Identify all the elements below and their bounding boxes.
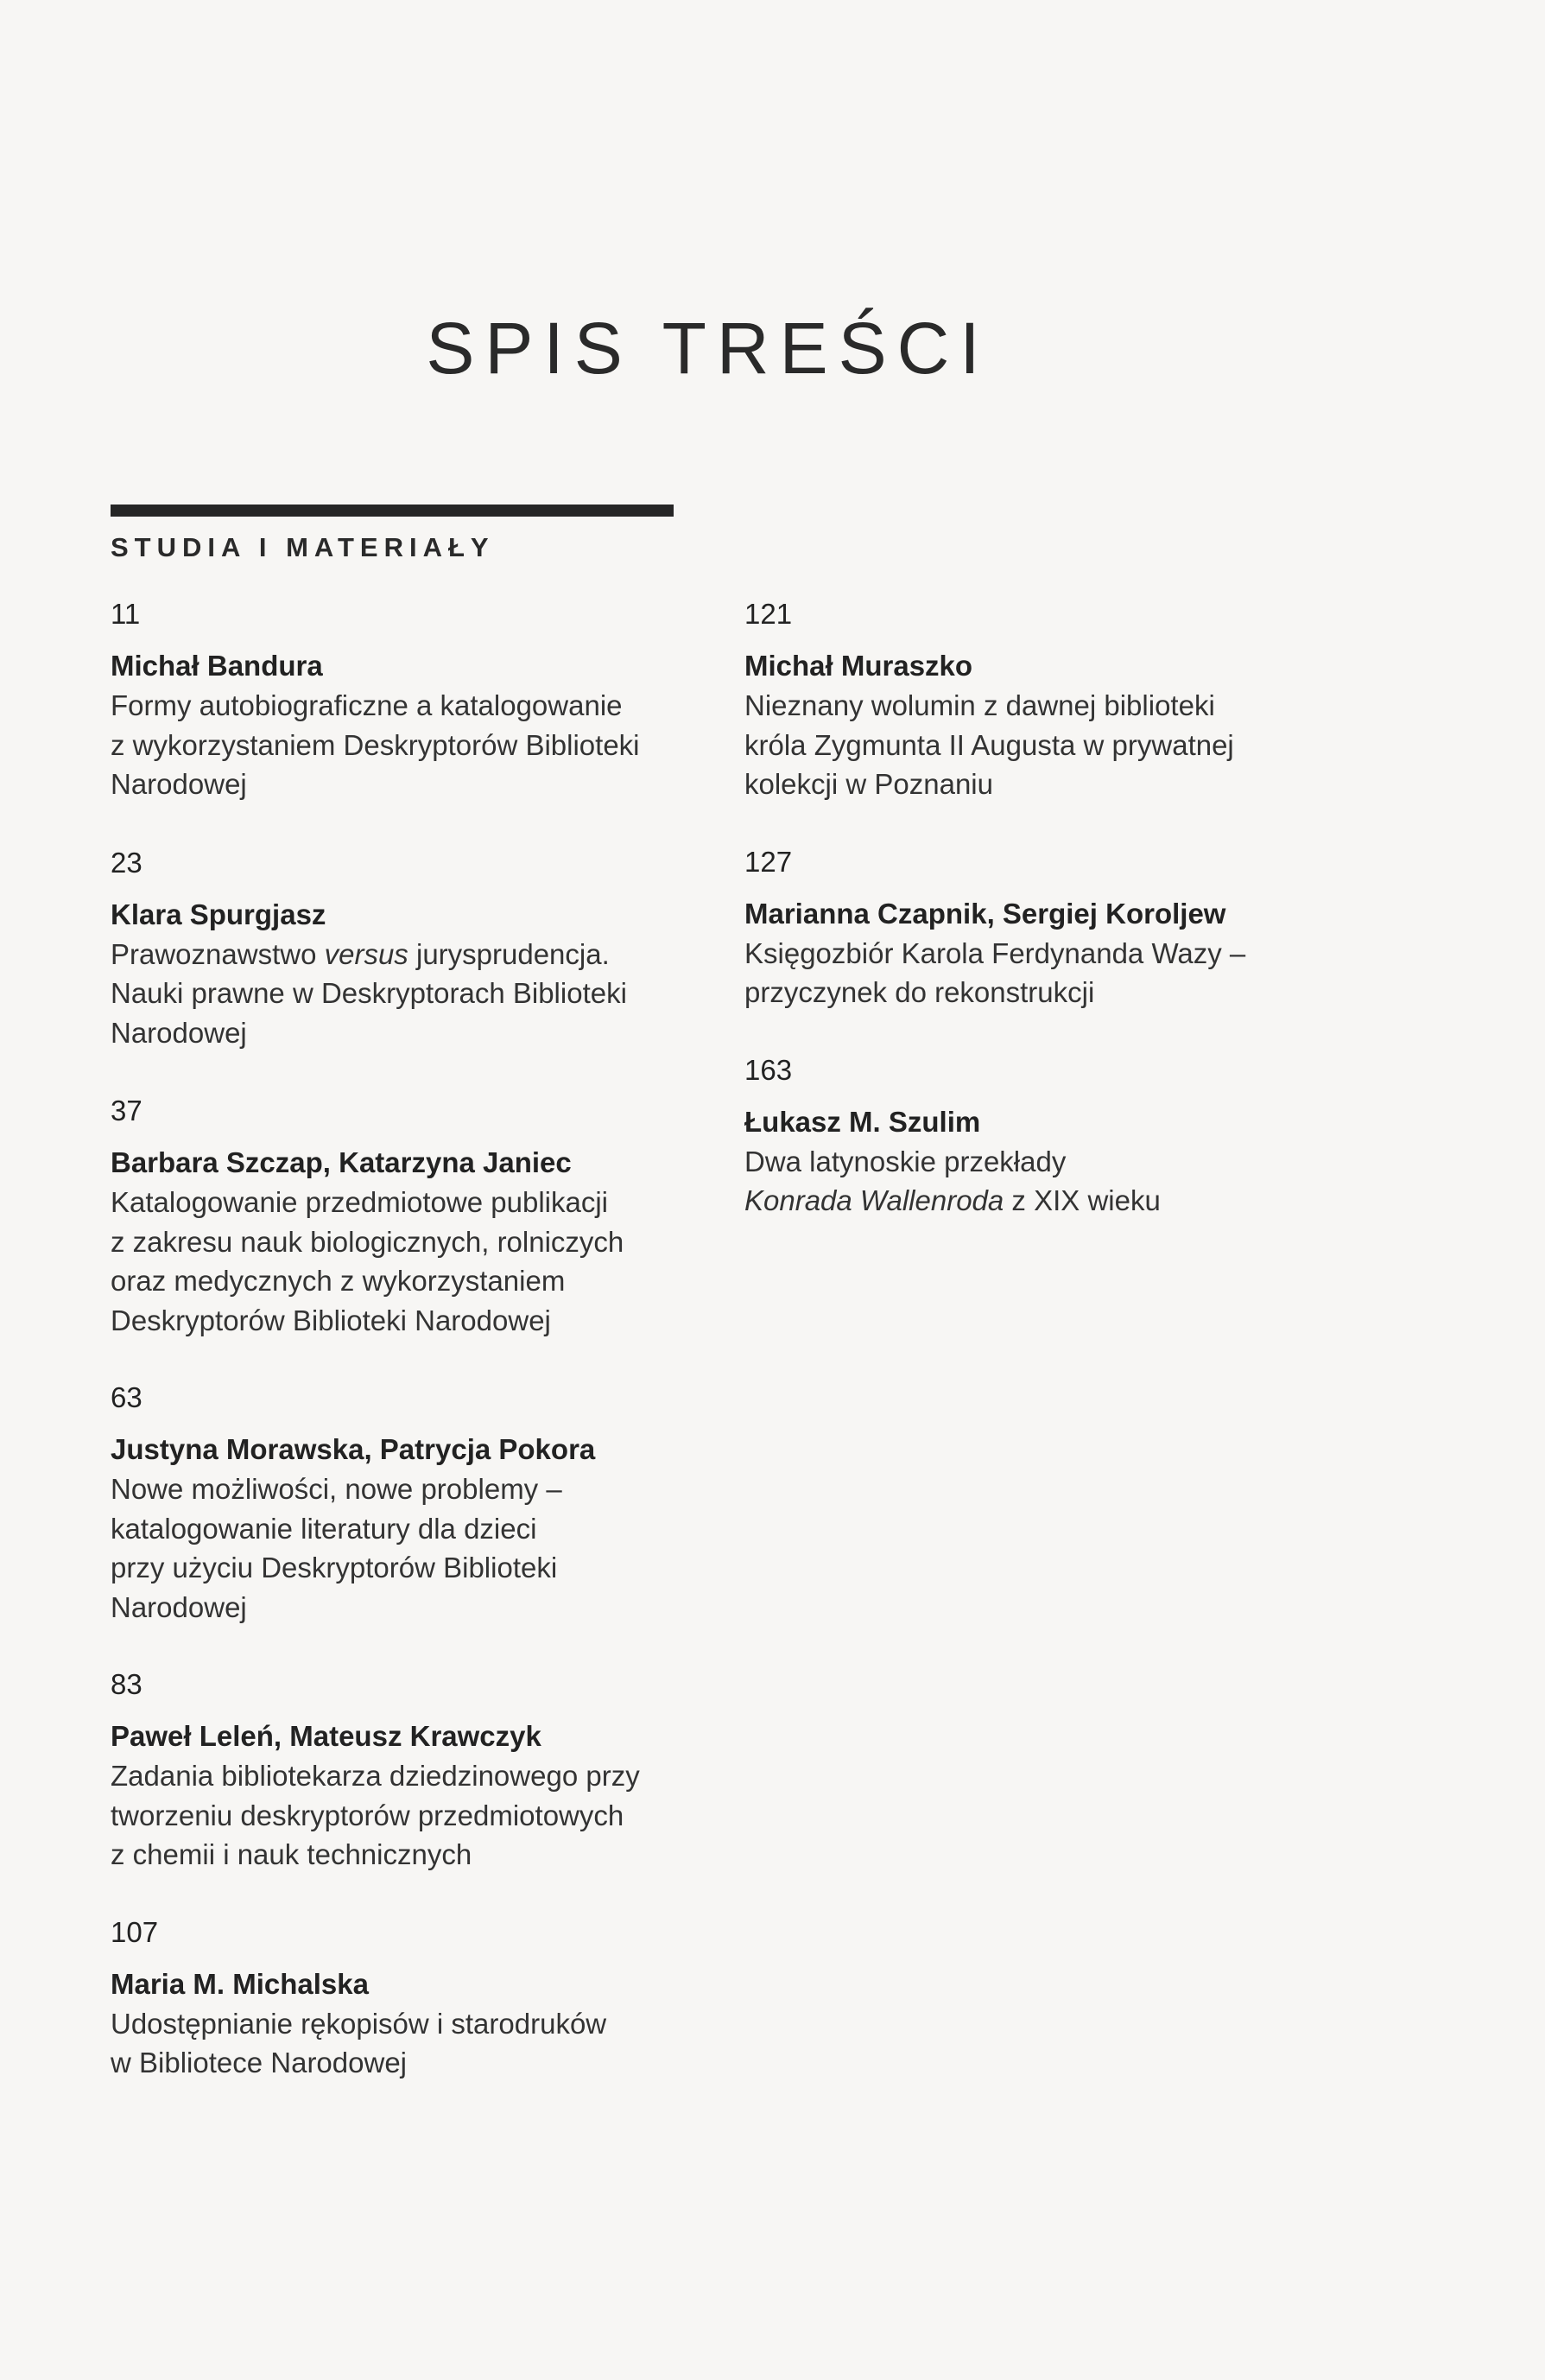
toc-entry	[744, 842, 1349, 1012]
entry-title-text: Udostępnianie rękopisów i starodruków w Bibliotece Narodowej	[111, 2007, 607, 2079]
entry-authors: Michał Bandura	[111, 650, 323, 682]
entry-page-number: 121	[744, 598, 793, 630]
entry-page-number: 37	[111, 1095, 142, 1127]
entry-title	[744, 686, 1349, 804]
entry-title-text: Księgozbiór Karola Ferdynanda Wazy – przyczynek do rekonstrukcji	[744, 936, 1246, 1008]
entry-authors: Klara Spurgjasz	[111, 898, 326, 930]
entry-title-text: Nieznany wolumin z dawnej biblioteki króla Zygmunta II Augusta w prywatnej kolekcji w Poznaniu	[744, 689, 1234, 800]
page-title: SPIS TREŚCI	[426, 308, 991, 389]
entry-title	[111, 686, 715, 804]
entry-title-text: z XIX wieku	[1004, 1184, 1161, 1216]
entry-title-italic: versus	[324, 937, 408, 970]
entry-title-text: Prawoznawstwo	[111, 937, 325, 970]
toc-entry	[744, 594, 1349, 804]
entry-authors: Barbara Szczap, Katarzyna Janiec	[111, 1146, 572, 1178]
entry-page-number: 63	[111, 1381, 142, 1413]
toc-entry	[111, 594, 715, 804]
section-rule	[111, 505, 674, 517]
entry-title-text: Nowe możliwości, nowe problemy – katalogowanie literatury dla dzieci przy użyciu Deskryptorów Biblioteki Narodowej	[111, 1473, 562, 1623]
entry-page-number: 163	[744, 1053, 793, 1086]
entry-title-text: Dwa latynoskie przekłady	[744, 1145, 1067, 1177]
toc-entry	[111, 1091, 715, 1340]
toc-entry	[744, 1050, 1349, 1221]
toc-entry	[111, 843, 715, 1053]
entry-title	[111, 1183, 715, 1340]
entry-authors: Maria M. Michalska	[111, 1967, 369, 2000]
entry-title	[111, 1469, 715, 1627]
entry-title	[111, 1756, 715, 1875]
entry-title	[111, 2004, 715, 2083]
entry-page-number: 11	[111, 598, 141, 630]
section-heading: STUDIA I MATERIAŁY	[111, 532, 495, 562]
entry-page-number: 83	[111, 1668, 142, 1700]
entry-title-italic: Konrada Wallenroda	[744, 1184, 1004, 1216]
entry-page-number: 23	[111, 846, 142, 879]
toc-entry	[111, 1665, 715, 1875]
entry-title	[744, 934, 1349, 1012]
toc-column-right	[744, 594, 1349, 1221]
entry-authors: Justyna Morawska, Patrycja Pokora	[111, 1433, 596, 1465]
entry-title-text: Zadania bibliotekarza dziedzinowego przy tworzeniu deskryptorów przedmiotowych z chemii i nauk technicznych	[111, 1760, 640, 1870]
toc-entry	[111, 1913, 715, 2083]
toc-column-left	[111, 594, 715, 2083]
entry-authors: Łukasz M. Szulim	[744, 1105, 981, 1138]
toc-entry	[111, 1378, 715, 1627]
entry-title-text: jurysprudencja. Nauki prawne w Deskryptorach Biblioteki Narodowej	[111, 937, 627, 1049]
entry-page-number: 107	[111, 1915, 159, 1948]
entry-authors: Marianna Czapnik, Sergiej Koroljew	[744, 897, 1226, 930]
entry-page-number: 127	[744, 845, 793, 878]
entry-authors: Paweł Leleń, Mateusz Krawczyk	[111, 1720, 541, 1752]
entry-title-text: Formy autobiograficzne a katalogowanie z wykorzystaniem Deskryptorów Biblioteki Narodowej	[111, 689, 640, 800]
entry-title-text: Katalogowanie przedmiotowe publikacji z zakresu nauk biologicznych, rolniczych oraz medycznych z wykorzystaniem Deskryptorów Biblioteki Narodowej	[111, 1186, 624, 1336]
entry-title	[111, 935, 715, 1053]
entry-title	[744, 1142, 1349, 1221]
entry-authors: Michał Muraszko	[744, 650, 973, 682]
